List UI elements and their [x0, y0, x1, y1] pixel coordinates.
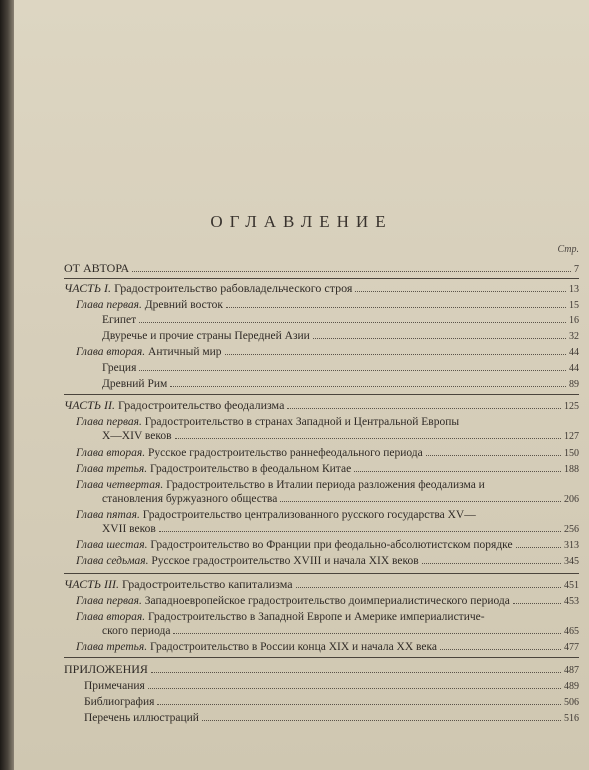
- entry-page: 150: [564, 448, 579, 459]
- dot-leader: [225, 354, 566, 355]
- entry-title: ПРИЛОЖЕНИЯ: [64, 662, 148, 676]
- toc-entry-section: [102, 330, 579, 343]
- entry-title: Древний Рим: [102, 378, 168, 390]
- toc-entry-section: [84, 696, 579, 709]
- dot-leader: [287, 408, 561, 409]
- entry-title-cont: ского периода: [102, 625, 171, 637]
- divider: [64, 394, 579, 395]
- entry-page: 465: [564, 626, 579, 637]
- entry-page: 89: [569, 379, 579, 390]
- toc-entry-chapter-line2: [102, 625, 579, 638]
- entry-page: 7: [574, 264, 579, 275]
- toc-heading: ОГЛАВЛЕНИЕ: [210, 212, 393, 231]
- entry-title: Примечания: [84, 680, 145, 692]
- book-spine-edge: [0, 0, 14, 770]
- dot-leader: [422, 563, 561, 564]
- divider: [64, 573, 579, 574]
- chapter-label: Глава первая.: [76, 416, 142, 428]
- entry-title: Градостроительство в Италии периода разложения феодализма и: [166, 479, 485, 491]
- entry-title: Градостроительство централизованного русского государства XV—: [142, 509, 476, 521]
- entry-page: 125: [564, 401, 579, 412]
- entry-page: 313: [564, 540, 579, 551]
- entry-title: Градостроительство капитализма: [122, 577, 293, 591]
- toc-entry-chapter: [76, 299, 579, 312]
- toc-entry-chapter-line2: [102, 493, 579, 506]
- entry-title-cont: становления буржуазного общества: [102, 493, 278, 505]
- entry-title: Градостроительство в феодальном Китае: [150, 463, 352, 475]
- chapter-label: Глава седьмая.: [76, 555, 149, 567]
- dot-leader: [173, 633, 561, 634]
- chapter-label: Глава вторая.: [76, 611, 146, 623]
- entry-title: Градостроительство в странах Западной и Центральной Европы: [144, 416, 460, 428]
- dot-leader: [148, 688, 561, 689]
- toc-entry-chapter-line1: [76, 479, 485, 492]
- entry-title: Перечень иллюстраций: [84, 712, 199, 724]
- chapter-label: Глава третья.: [76, 641, 148, 653]
- chapter-label: Глава пятая.: [76, 509, 140, 521]
- chapter-label: Глава вторая.: [76, 447, 146, 459]
- toc-entry-chapter: [76, 463, 579, 476]
- dot-leader: [516, 547, 561, 548]
- toc-entry-part-1: [64, 282, 579, 296]
- dot-leader: [139, 370, 566, 371]
- toc-entry-chapter-line2: [102, 523, 579, 536]
- toc-entry-section: [84, 680, 579, 693]
- toc-entry-section: [84, 712, 579, 725]
- entry-title: Греция: [102, 362, 137, 374]
- toc-entry-section: [102, 362, 579, 375]
- entry-page: 32: [569, 331, 579, 342]
- chapter-label: Глава шестая.: [76, 539, 148, 551]
- toc-entry-section: [102, 314, 579, 327]
- entry-title: Египет: [102, 314, 137, 326]
- toc-entry-chapter: [76, 539, 579, 552]
- entry-page: 15: [569, 300, 579, 311]
- entry-page: 44: [569, 347, 579, 358]
- toc-entry-section: [102, 378, 579, 391]
- entry-page: 13: [569, 284, 579, 295]
- entry-page: 345: [564, 556, 579, 567]
- dot-leader: [313, 338, 566, 339]
- toc-entry-chapter: [76, 555, 579, 568]
- entry-page: 127: [564, 431, 579, 442]
- entry-page: 16: [569, 315, 579, 326]
- toc-entry-appendices: [64, 663, 579, 677]
- entry-page: 256: [564, 524, 579, 535]
- divider: [64, 657, 579, 658]
- dot-leader: [151, 672, 561, 673]
- toc-entry-chapter: [76, 595, 579, 608]
- entry-title: Градостроительство феодализма: [118, 398, 285, 412]
- entry-title: Античный мир: [148, 346, 222, 358]
- dot-leader: [280, 501, 561, 502]
- dot-leader: [202, 720, 561, 721]
- entry-page: 489: [564, 681, 579, 692]
- chapter-label: Глава третья.: [76, 463, 148, 475]
- toc-entry-chapter-line2: [102, 430, 579, 443]
- toc-entry-foreword: [64, 262, 579, 276]
- dot-leader: [139, 322, 566, 323]
- dot-leader: [296, 587, 561, 588]
- toc-entry-part-2: [64, 399, 579, 413]
- entry-page: 506: [564, 697, 579, 708]
- toc-entry-chapter-line1: [76, 509, 476, 522]
- entry-title: Древний восток: [144, 299, 223, 311]
- entry-page: 44: [569, 363, 579, 374]
- toc-entry-chapter-line1: [76, 416, 459, 429]
- entry-title-cont: XVII веков: [102, 523, 156, 535]
- entry-page: 451: [564, 580, 579, 591]
- divider: [64, 278, 579, 279]
- entry-title-cont: X—XIV веков: [102, 430, 172, 442]
- dot-leader: [170, 386, 566, 387]
- entry-page: 477: [564, 642, 579, 653]
- part-label: ЧАСТЬ III.: [64, 577, 120, 591]
- entry-title: Градостроительство во Франции при феодально-абсолютистском порядке: [150, 539, 513, 551]
- entry-title: Русское градостроительство раннефеодального периода: [148, 447, 423, 459]
- dot-leader: [513, 603, 561, 604]
- entry-title: Библиография: [84, 696, 155, 708]
- part-label: ЧАСТЬ I.: [64, 281, 112, 295]
- entry-title: Градостроительство рабовладельческого строя: [114, 281, 353, 295]
- dot-leader: [159, 531, 561, 532]
- entry-title: ОТ АВТОРА: [64, 261, 130, 275]
- toc-entry-chapter: [76, 641, 579, 654]
- dot-leader: [426, 455, 561, 456]
- entry-title: Западноевропейское градостроительство доимпериалистического периода: [144, 595, 510, 607]
- dot-leader: [226, 307, 566, 308]
- toc-entry-chapter: [76, 447, 579, 460]
- entry-page: 188: [564, 464, 579, 475]
- toc-entry-chapter-line1: [76, 611, 485, 624]
- entry-page: 206: [564, 494, 579, 505]
- dot-leader: [132, 271, 571, 272]
- entry-page: 487: [564, 665, 579, 676]
- entry-page: 453: [564, 596, 579, 607]
- entry-title: Градостроительство в России конца XIX и начала XX века: [150, 641, 438, 653]
- book-page: [14, 0, 589, 770]
- part-label: ЧАСТЬ II.: [64, 398, 116, 412]
- entry-title: Градостроительство в Западной Европе и Америке империалистиче-: [148, 611, 485, 623]
- dot-leader: [157, 704, 561, 705]
- chapter-label: Глава вторая.: [76, 346, 146, 358]
- page-column-label: Стр.: [557, 244, 579, 255]
- chapter-label: Глава первая.: [76, 595, 142, 607]
- dot-leader: [175, 438, 561, 439]
- entry-title: Двуречье и прочие страны Передней Азии: [102, 330, 310, 342]
- chapter-label: Глава четвертая.: [76, 479, 164, 491]
- toc-entry-chapter: [76, 346, 579, 359]
- dot-leader: [354, 471, 561, 472]
- entry-page: 516: [564, 713, 579, 724]
- chapter-label: Глава первая.: [76, 299, 142, 311]
- entry-title: Русское градостроительство XVIII и начала XIX веков: [151, 555, 419, 567]
- dot-leader: [440, 649, 561, 650]
- toc-entry-part-3: [64, 578, 579, 592]
- dot-leader: [355, 291, 566, 292]
